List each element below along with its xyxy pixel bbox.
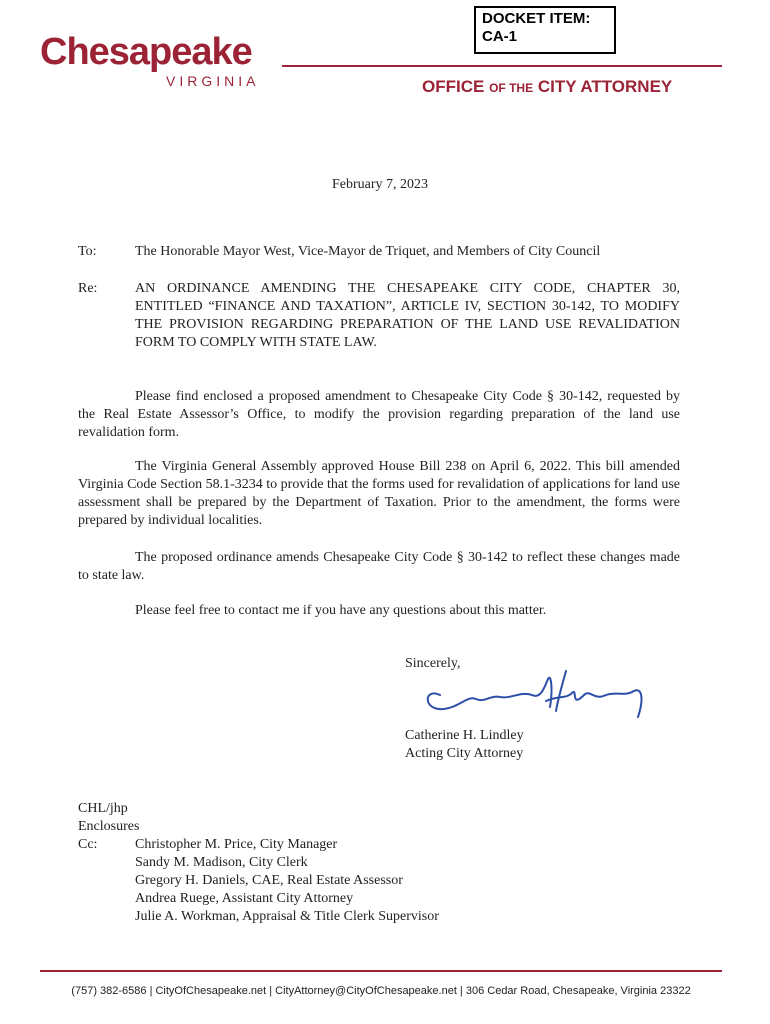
docket-box (474, 6, 616, 54)
body-paragraph: The Virginia General Assembly approved House Bill 238 on April 6, 2022. This bill amended Virginia Code Section 58.1-3234 to provide that the forms used for revalidation of applications for land use assessment shall be prepared by the Department of Taxation. Prior to the amendment, the forms were prepared by individual localities. (78, 459, 680, 528)
cc-item: Andrea Ruege, Assistant City Attorney (135, 891, 354, 906)
to-label: To: (78, 244, 97, 259)
body-paragraph: The proposed ordinance amends Chesapeake City Code § 30-142 to reflect these changes made to state law. (78, 550, 680, 583)
signer-title: Acting City Attorney (405, 746, 524, 761)
to-recipients: The Honorable Mayor West, Vice-Mayor de Triquet, and Members of City Council (135, 244, 601, 259)
docket-value: CA-1 (482, 28, 518, 45)
cc-label: Cc: (78, 837, 98, 852)
re-label: Re: (78, 281, 98, 296)
initials: CHL/jhp (78, 801, 128, 816)
city-logo: Chesapeake (40, 31, 252, 73)
cc-item: Sandy M. Madison, City Clerk (135, 855, 308, 870)
closing: Sincerely, (405, 656, 461, 671)
footer-divider (40, 970, 722, 972)
header-divider (282, 65, 722, 67)
office-title-of-the: OF THE (489, 81, 534, 95)
cc-item: Christopher M. Price, City Manager (135, 837, 338, 852)
signature (420, 665, 660, 729)
enclosures-label: Enclosures (78, 819, 140, 834)
re-subject: AN ORDINANCE AMENDING THE CHESAPEAKE CITY CODE, CHAPTER 30, ENTITLED “FINANCE AND TAXATION”, ARTICLE IV, SECTION 30-142, TO MODIFY THE PROVISION REGARDING PREPARATION OF THE LAND USE REVALIDATION FORM TO COMPLY WITH STATE LAW. (135, 281, 680, 350)
cc-item: Julie A. Workman, Appraisal & Title Clerk Supervisor (135, 909, 439, 924)
body-paragraph: Please feel free to contact me if you have any questions about this matter. (135, 603, 547, 618)
office-title-suffix: CITY ATTORNEY (537, 77, 673, 96)
office-title-prefix: OFFICE (422, 77, 485, 96)
signer-name: Catherine H. Lindley (405, 728, 524, 743)
footer-contact: (757) 382-6586 | CityOfChesapeake.net | CityAttorney@CityOfChesapeake.net | 306 Cedar Road, Chesapeake, Virginia 23322 (71, 985, 691, 997)
docket-label: DOCKET ITEM: (482, 10, 591, 27)
office-title (422, 77, 672, 97)
city-logo-state: VIRGINIA (166, 73, 260, 89)
letter-date: February 7, 2023 (332, 177, 429, 192)
body-paragraph: Please find enclosed a proposed amendment to Chesapeake City Code § 30-142, requested by the Real Estate Assessor’s Office, to modify the provision regarding preparation of the land use revalidation form. (78, 389, 680, 440)
cc-list (135, 836, 439, 926)
cc-item: Gregory H. Daniels, CAE, Real Estate Assessor (135, 873, 403, 888)
